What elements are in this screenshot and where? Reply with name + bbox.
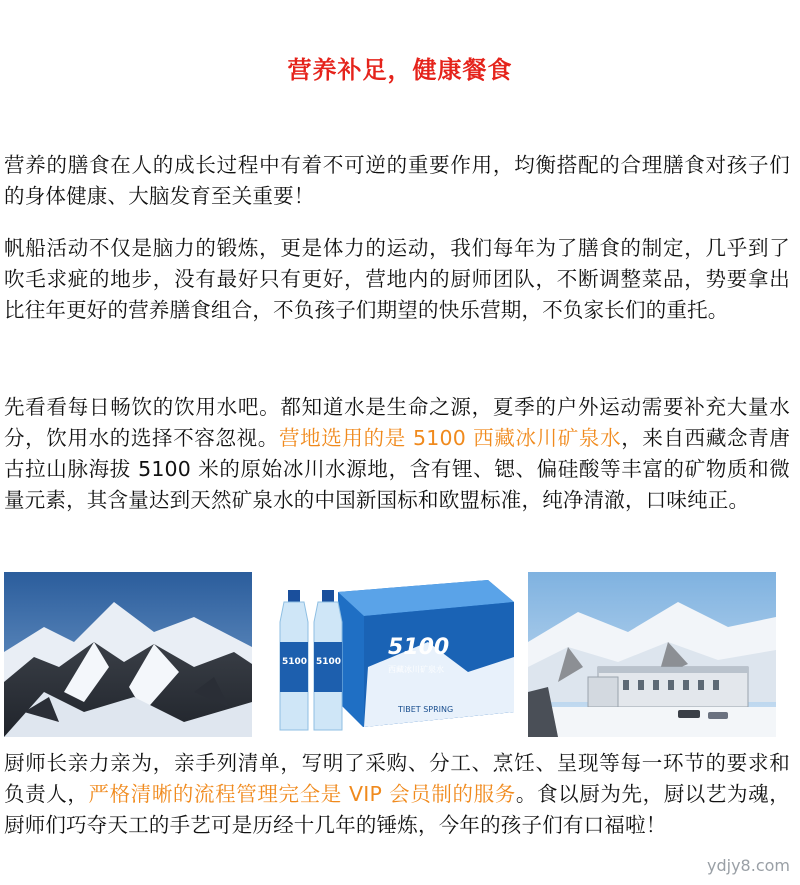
box-brand-label: 5100 (388, 635, 450, 660)
water-text-before: 先看看每日畅饮的饮用水吧。都知道水是生命之源，夏季的户外运动需要补充大量水分，饮用水的选择不容忽视。 (4, 395, 790, 450)
page-title: 营养补足，健康餐食 (287, 56, 513, 84)
water-highlight: 营地选用的是 5100 西藏冰川矿泉水 (278, 426, 622, 450)
paragraph-sailing-diet: 帆船活动不仅是脑力的锻炼，更是体力的运动，我们每年为了膳食的制定，几乎到了吹毛求疵的地步，没有最好只有更好，营地内的厨师团队，不断调整菜品，势要拿出比往年更好的营养膳食组合，不负孩子们期望的快乐营期，不负家长们的重托。 (4, 236, 790, 322)
box-subtitle-label: 西藏冰川矿泉水 (388, 665, 444, 674)
mineral-water-product-photo (268, 572, 514, 737)
chef-highlight: 严格清晰的流程管理完全是 VIP 会员制的服务 (88, 782, 516, 806)
box-english-label: TIBET SPRING (398, 705, 454, 714)
chef-text-after: 。食以厨为先，厨以艺为魂，厨师们巧夺天工的手艺可是历经十几年的锤炼，今年的孩子们有口福啦！ (4, 782, 790, 837)
bottle-two-label: 5100 (316, 657, 342, 667)
chef-text-before: 厨师长亲力亲为，亲手列清单，写明了采购、分工、烹饪、呈现等每一环节的要求和负责人， (4, 751, 790, 806)
paragraph-nutrition-intro: 营养的膳食在人的成长过程中有着不可逆的重要作用，均衡搭配的合理膳食对孩子们的身体健康、大脑发育至关重要！ (4, 153, 790, 208)
site-watermark: ydjy8.com (707, 856, 790, 875)
water-text-after: ，来自西藏念青唐古拉山脉海拔 5100 米的原始冰川水源地，含有锂、锶、偏硅酸等丰富的矿物质和微量元素，其含量达到天然矿泉水的中国新国标和欧盟标准，纯净清澈，口味纯正。 (4, 426, 790, 512)
snow-mountain-photo (4, 572, 252, 737)
bottle-one-label: 5100 (282, 657, 308, 667)
photo-row (0, 572, 800, 737)
paragraph-drinking-water (4, 392, 790, 516)
glacier-factory-photo (528, 572, 776, 737)
paragraph-chef-team (4, 748, 790, 841)
